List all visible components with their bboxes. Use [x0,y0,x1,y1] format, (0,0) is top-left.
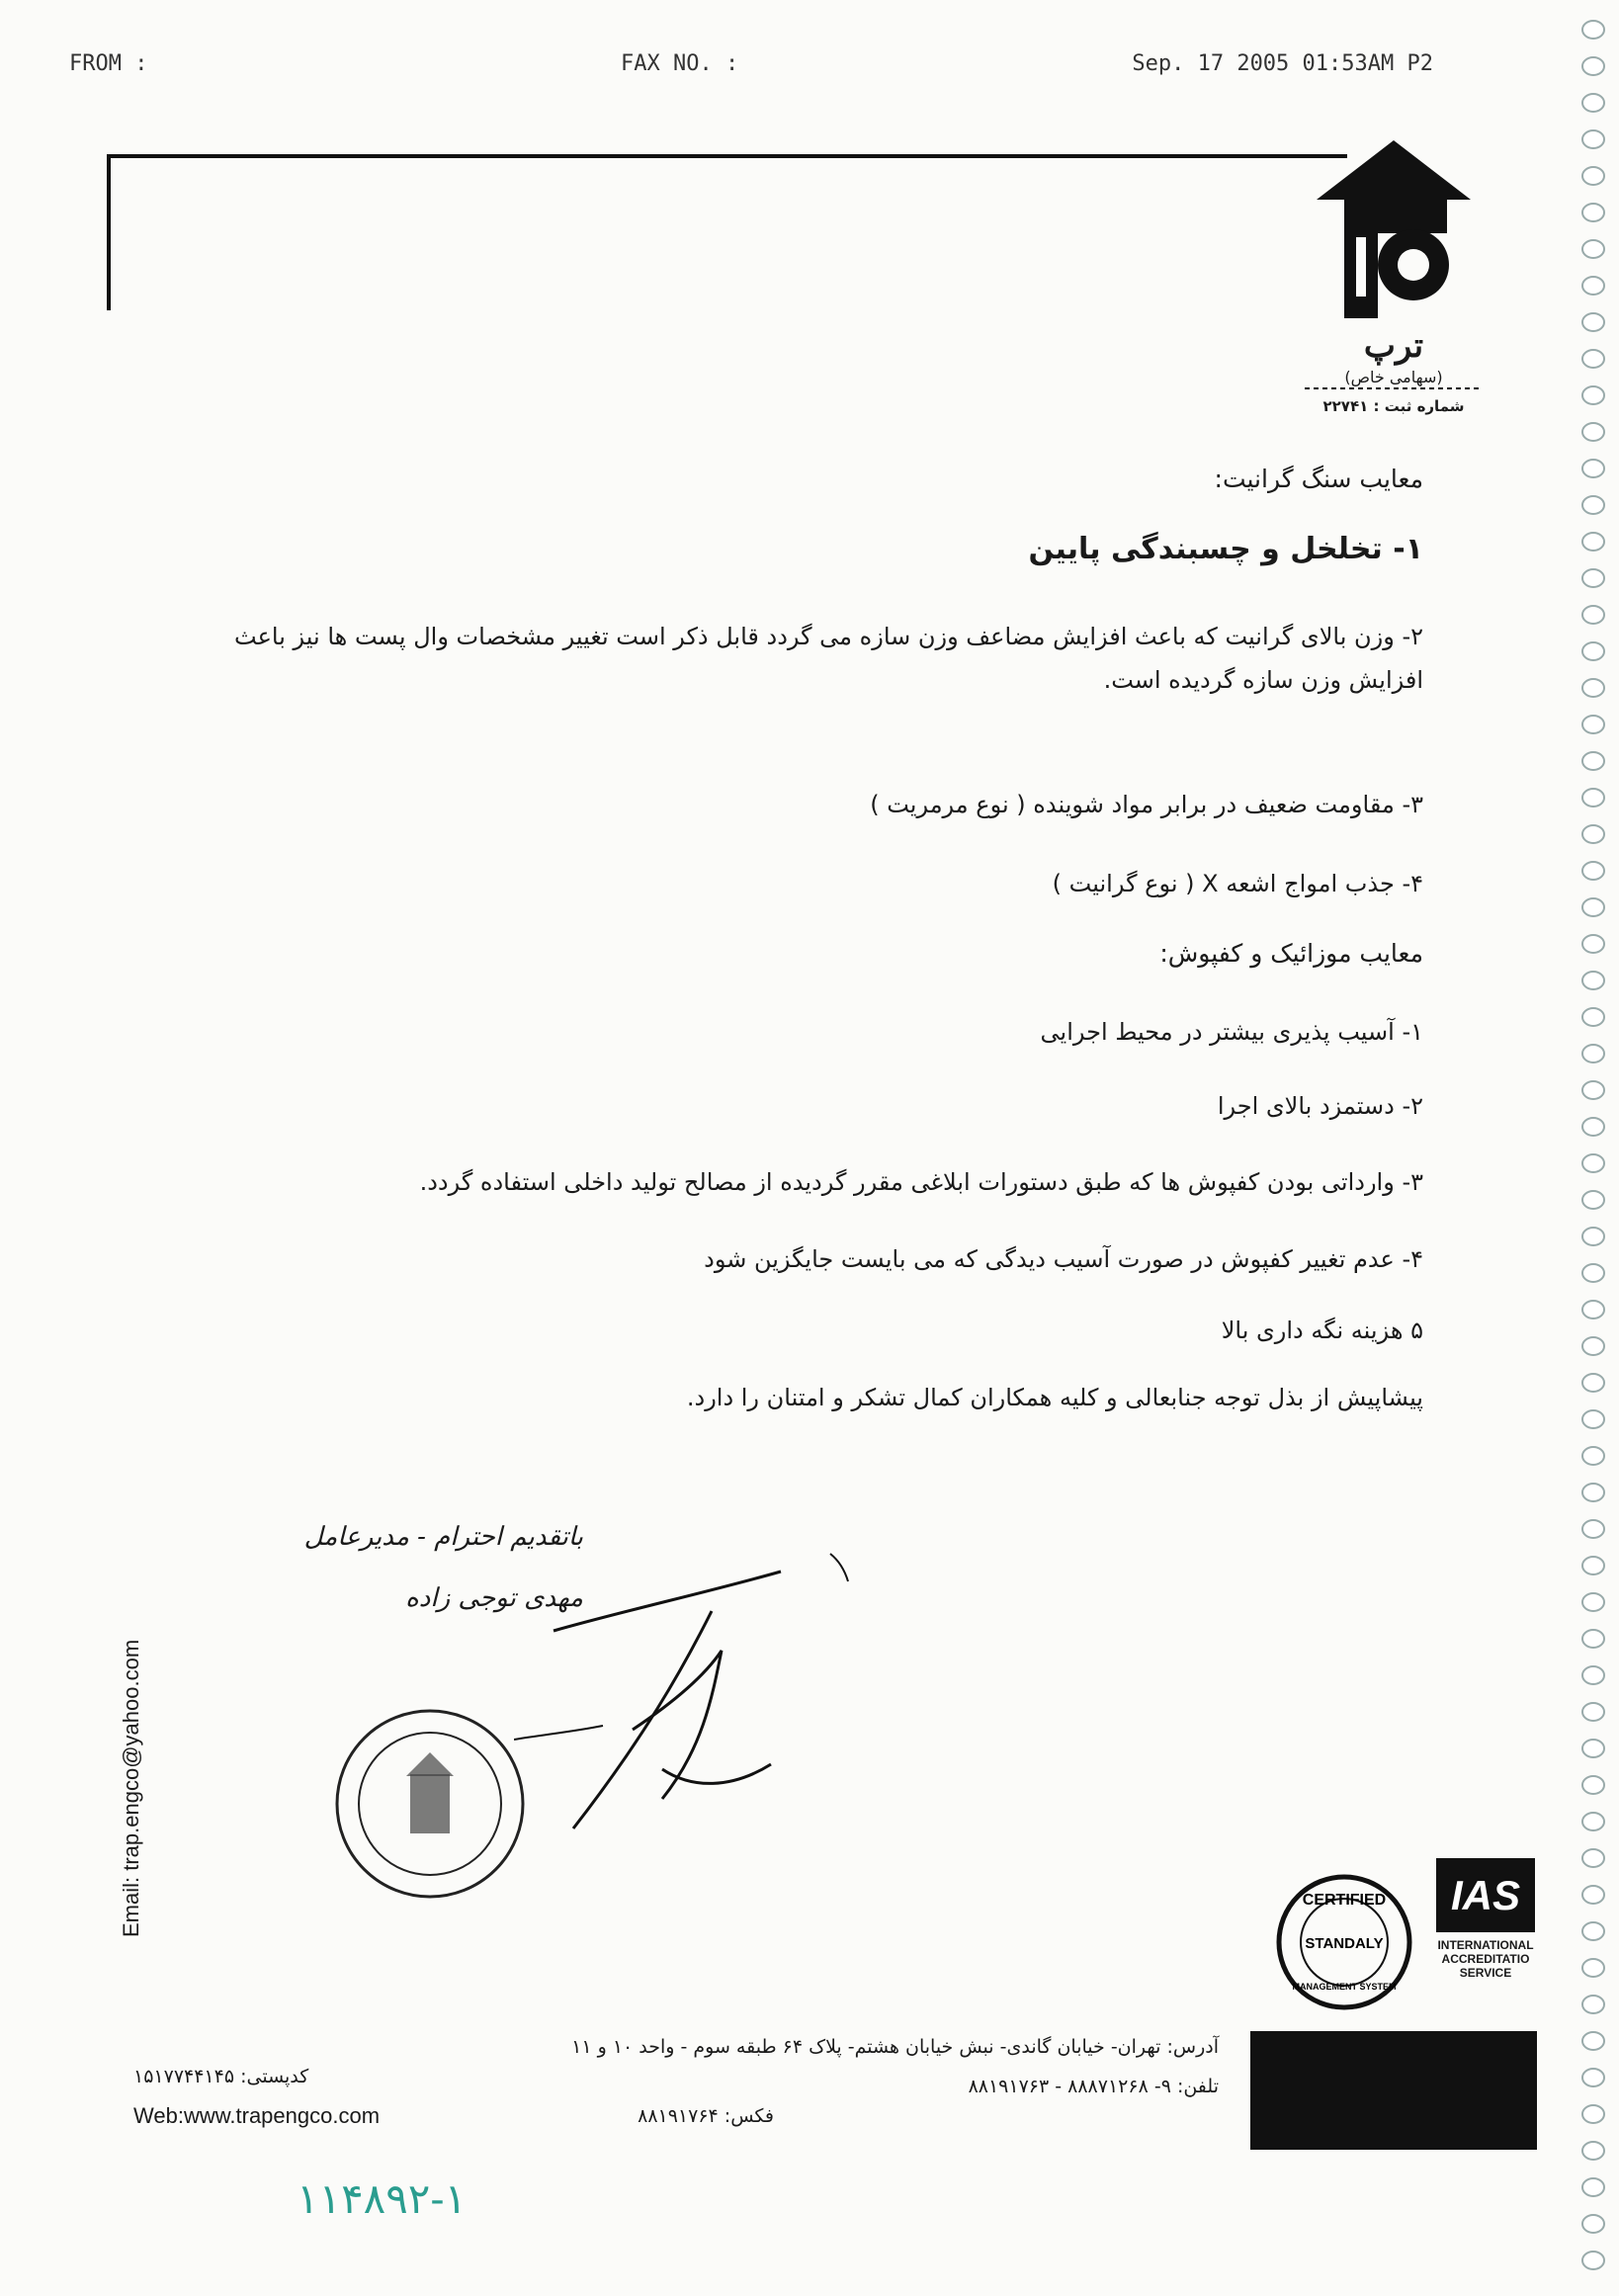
binding-hole [1582,1776,1604,1794]
binding-hole [1582,789,1604,807]
binding-hole [1582,94,1604,112]
binding-hole [1582,386,1604,404]
binding-hole [1582,752,1604,770]
binding-hole [1582,716,1604,733]
footer-website: Web:www.trapengco.com [133,2103,381,2128]
letterhead-frame-top [107,154,1347,158]
closing-title: باتقدیم احترام - مدیرعامل [303,1522,583,1552]
binding-hole [1582,1520,1604,1538]
footer-fax: فکس: ۸۸۱۹۱۷۶۴ [638,2105,774,2127]
binding-hole [1582,862,1604,880]
footer-phone: تلفن: ۹- ۸۸۸۷۱۲۶۸ - ۸۸۱۹۱۷۶۳ [968,2076,1219,2097]
badge-top-text: CERTIFIED [1302,1892,1387,1909]
binding-hole [1582,1484,1604,1501]
binding-hole [1582,1813,1604,1830]
company-logo [1305,138,1483,425]
granite-heading: معایب سنگ گرانیت: [1214,465,1423,493]
logo-registration: شماره ثبت : ۲۲۷۴۱ [1322,397,1465,415]
granite-item-1: ۱- تخلخل و چسبندگی پایین [1028,532,1423,566]
binding-hole [1582,21,1604,39]
granite-item-2: ۲- وزن بالای گرانیت که باعث افزایش مضاعف وزن سازه می گردد قابل ذکر است تغییر مشخصات وال پست ها نیز باعث افزایش وزن سازه گردیده است. [234,623,1423,694]
ias-text: INTERNATIONAL ACCREDITATIO SERVICE [1437,1938,1534,1980]
binding-hole [1582,569,1604,587]
binding-hole [1582,2252,1604,2269]
mosaic-item-1: ۱- آسیب پذیری بیشتر در محیط اجرایی [1040,1018,1423,1046]
thanks-paragraph: پیشاپیش از بذل توجه جنابعالی و کلیه همکاران کمال تشکر و امتنان را دارد. [686,1384,1423,1411]
logo-divider [1305,385,1483,391]
binding-hole [1582,1593,1604,1611]
mosaic-heading: معایب موزائیک و کفپوش: [1159,939,1423,968]
footer-postal-code: کدپستی: ۱۵۱۷۷۴۴۱۴۵ [133,2066,309,2087]
binding-hole [1582,898,1604,916]
binding-hole [1582,1630,1604,1648]
binding-hole [1582,1740,1604,1757]
mosaic-item-4: ۴- عدم تغییر کفپوش در صورت آسیب دیدگی که می بایست جایگزین شود [704,1245,1423,1273]
binding-hole [1582,606,1604,624]
ias-accreditation [1431,1858,1540,2006]
binding-hole [1582,1191,1604,1209]
binding-hole [1582,679,1604,697]
binding-hole [1582,1886,1604,1904]
binding-hole [1582,460,1604,477]
logo-subtitle: (سهامی خاص) [1344,368,1443,386]
binding-hole [1582,935,1604,953]
granite-item-3: ۳- مقاومت ضعیف در برابر مواد شوینده ( نوع مرمریت ) [870,791,1423,818]
letterhead-frame-left [107,154,111,310]
binding-hole [1582,204,1604,221]
mosaic-item-3: ۳- وارداتی بودن کفپوش ها که طبق دستورات ابلاغی مقرر گردیده از مصالح تولید داخلی استفاده گردد. [419,1168,1423,1196]
certified-management-badge [1275,1873,1413,2011]
ias-logo: IAS [1436,1858,1535,1932]
binding-hole [1582,825,1604,843]
mosaic-item-2: ۲- دستمزد بالای اجرا [1217,1092,1423,1120]
spiral-binding-holes [1572,0,1611,2296]
binding-hole [1582,2178,1604,2196]
binding-hole [1582,1081,1604,1099]
contact-email: Email: trap.engco@yahoo.com [119,1639,143,1937]
handwritten-signature [514,1552,890,1838]
binding-hole [1582,2069,1604,2086]
binding-hole [1582,1959,1604,1977]
binding-hole [1582,1447,1604,1465]
binding-hole [1582,2105,1604,2123]
binding-hole [1582,130,1604,148]
binding-hole [1582,423,1604,441]
binding-hole [1582,1410,1604,1428]
binding-hole [1582,496,1604,514]
fax-from: FROM : [69,51,148,76]
binding-hole [1582,167,1604,185]
binding-hole [1582,277,1604,295]
binding-hole [1582,1008,1604,1026]
company-stamp [331,1705,529,1903]
binding-hole [1582,1154,1604,1172]
binding-hole [1582,1337,1604,1355]
binding-hole [1582,1922,1604,1940]
mosaic-item-5: ۵ هزینه نگه داری بالا [1221,1317,1423,1344]
footer-black-bar [1250,2031,1537,2150]
binding-hole [1582,2142,1604,2160]
binding-hole [1582,350,1604,368]
binding-hole [1582,1374,1604,1392]
binding-hole [1582,2215,1604,2233]
handwritten-reference-number: ۱۱۴۸۹۲-۱ [297,2174,468,2223]
binding-hole [1582,1301,1604,1318]
binding-hole [1582,240,1604,258]
binding-hole [1582,1666,1604,1684]
binding-hole [1582,1045,1604,1063]
binding-hole [1582,1849,1604,1867]
binding-hole [1582,313,1604,331]
granite-item-4: ۴- جذب امواج اشعه X ( نوع گرانیت ) [1052,870,1423,897]
binding-hole [1582,1264,1604,1282]
binding-hole [1582,1703,1604,1721]
binding-hole [1582,57,1604,75]
badge-middle-text: STANDALY [1305,1935,1384,1952]
logo-house-icon [1305,138,1483,326]
logo-name: ترپ [1363,326,1424,366]
binding-hole [1582,1118,1604,1136]
binding-hole [1582,1228,1604,1245]
binding-hole [1582,533,1604,551]
binding-hole [1582,972,1604,989]
badge-bottom-text: MANAGEMENT SYSTEM [1292,1982,1397,1992]
fax-number: FAX NO. : [621,51,739,76]
binding-hole [1582,1557,1604,1574]
fax-date: Sep. 17 2005 01:53AM P2 [1132,51,1433,76]
binding-hole [1582,642,1604,660]
fax-header [69,51,1433,91]
binding-hole [1582,2032,1604,2050]
closing-signatory: مهدی توجی زاده [405,1583,583,1613]
binding-hole [1582,1996,1604,2013]
footer-address: آدرس: تهران- خیابان گاندی- نبش خیابان هشتم- پلاک ۶۴ طبقه سوم - واحد ۱۰ و ۱۱ [571,2036,1219,2058]
